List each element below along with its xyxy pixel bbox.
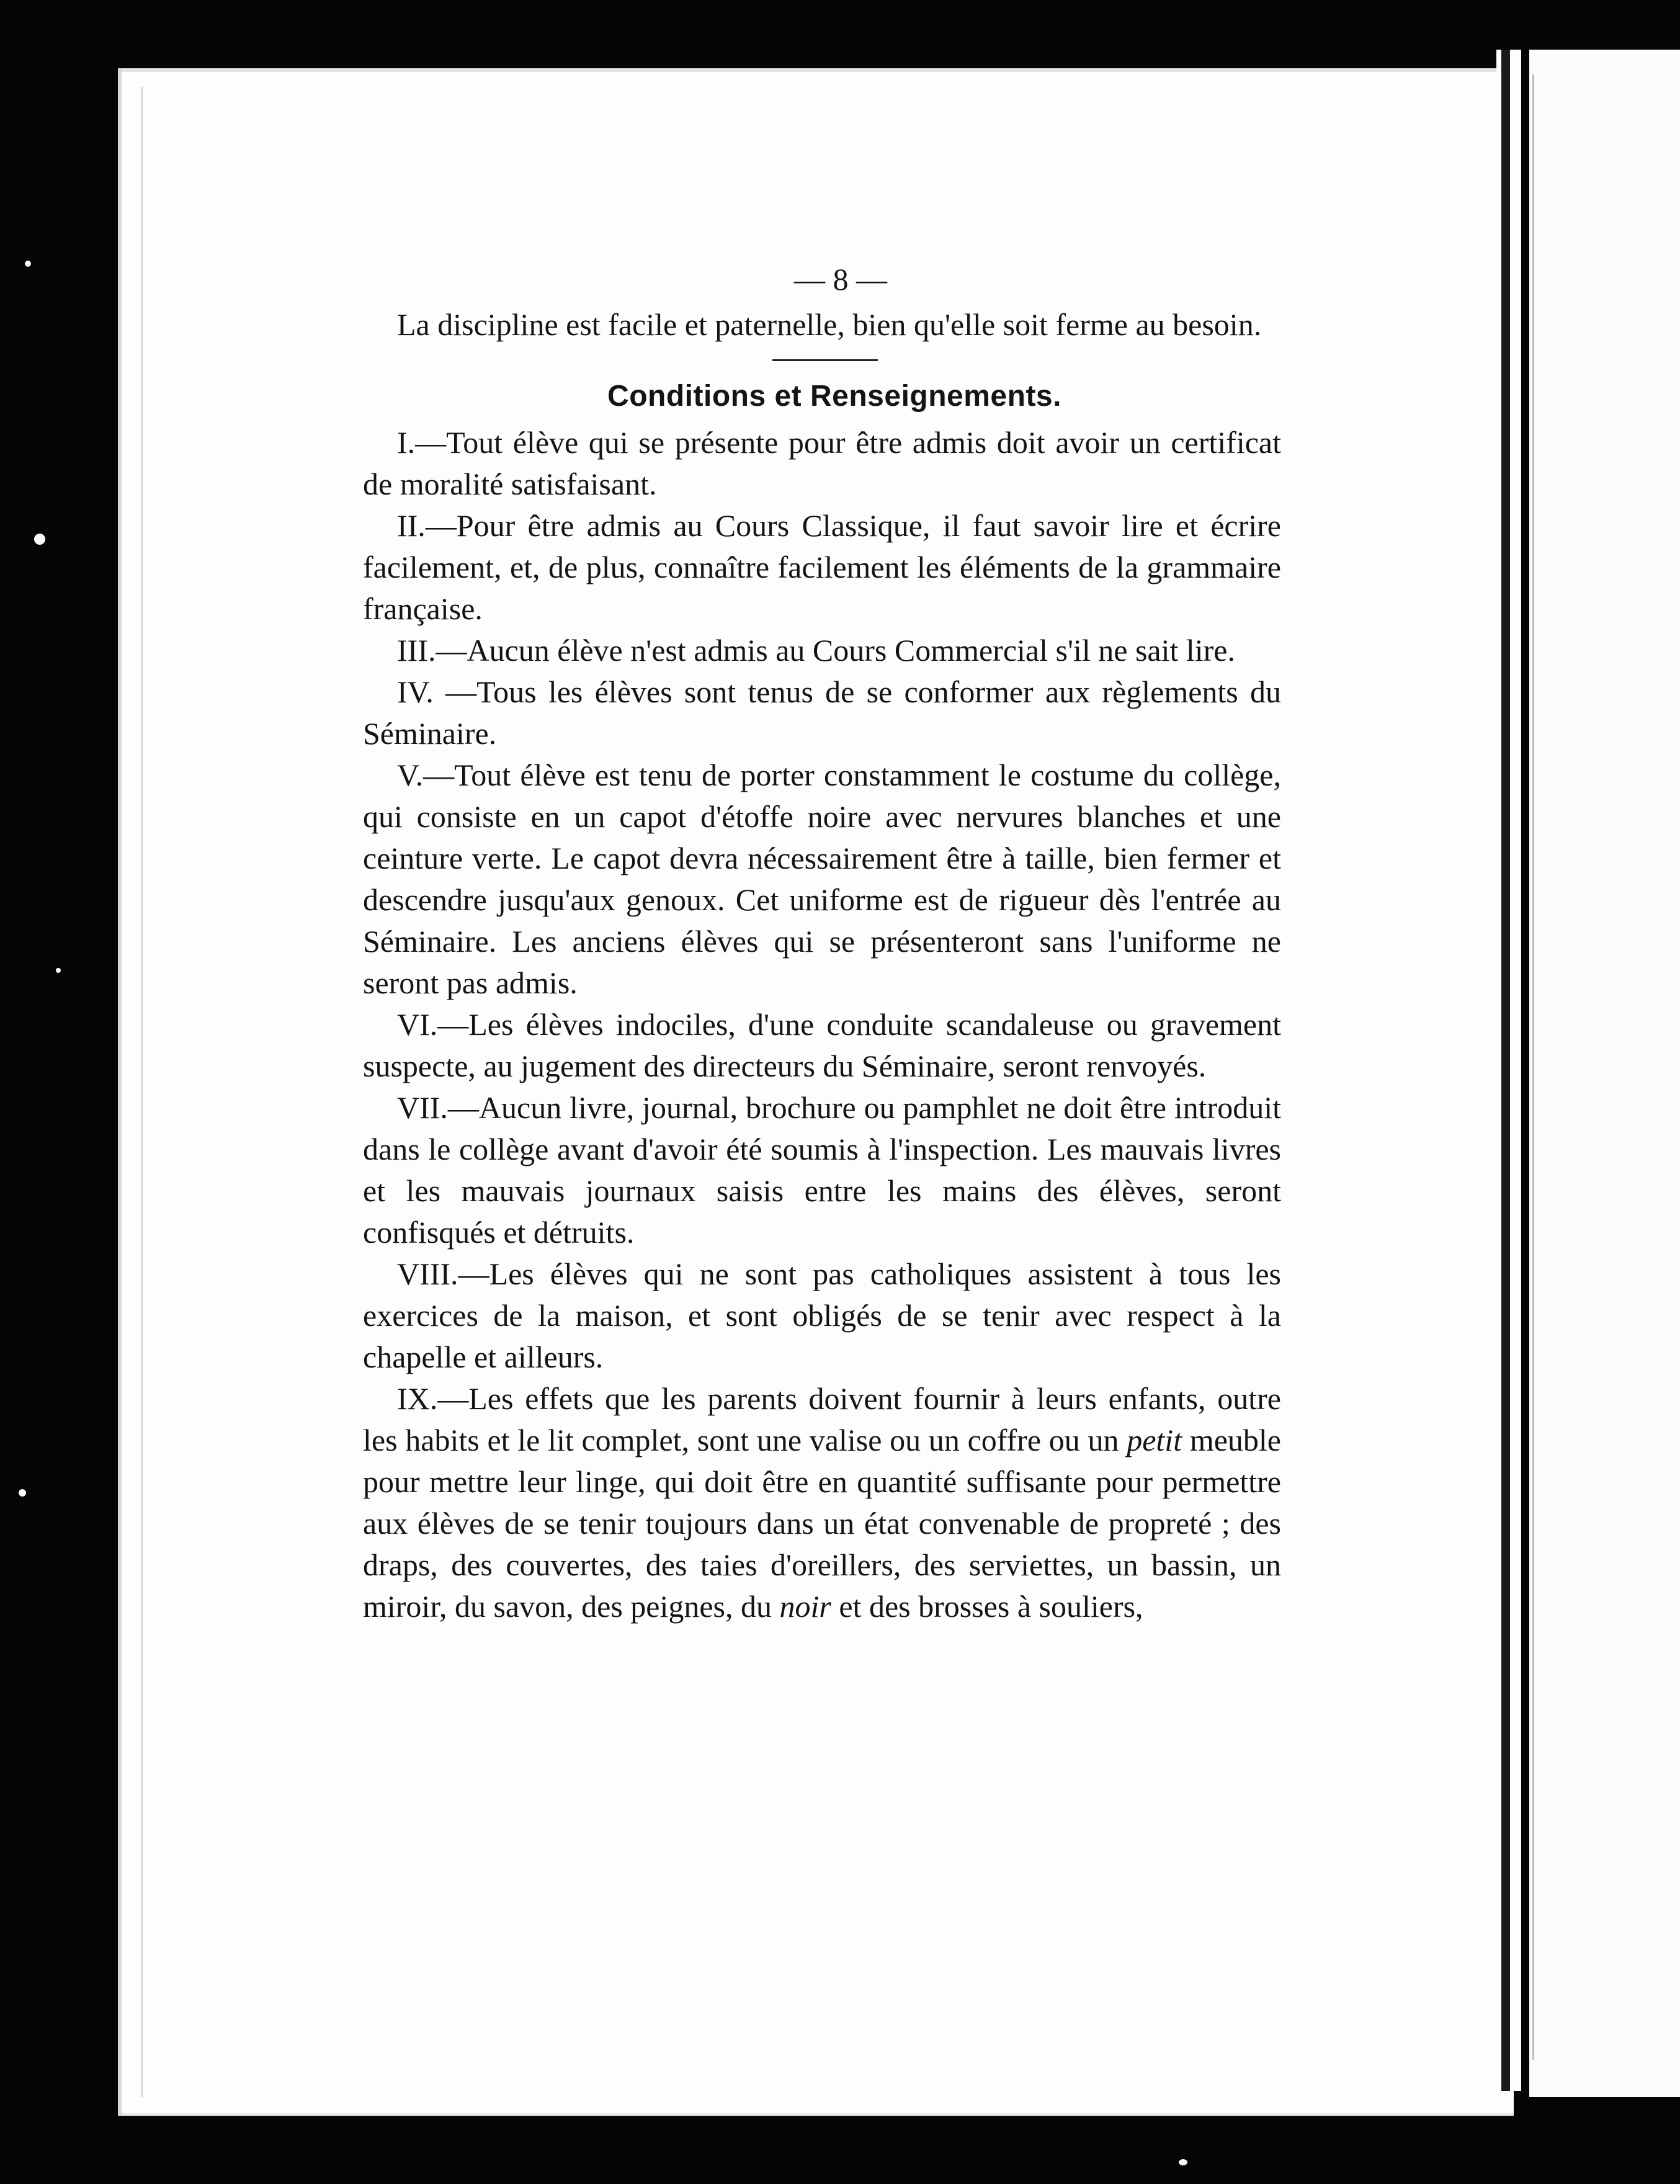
section-divider [772,359,878,361]
rule-text: —Les élèves qui ne sont pas catholiques assistent à tous les exercices de la maison, et sont obligés de se tenir avec respect à la chapelle et ailleurs. [363,1256,1281,1374]
rule-text: —Tout élève est tenu de porter constamment le costume du collège, qui consiste en un capot d'étoffe noire avec nervures blanches et une ceinture verte. Le capot devra nécessairement être à taille, bien fermer et descendre jusqu'aux genoux. Cet uniforme est de rigueur dès l'entrée au Séminaire. Les anciens élèves qui se présenteront sans l'uniforme ne seront pas admis. [363,758,1281,1000]
rule-text: —Les effets que les parents doivent fournir à leurs enfants, outre les habits et le lit complet, sont une valise ou un coffre ou un [363,1381,1281,1457]
rule-item [363,1004,1281,1087]
page-edge-line [141,87,143,2097]
rule-number: I. [397,425,416,460]
rule-text: meuble pour mettre leur linge, qui doit être en quantité suffisante pour permettre aux élèves de se tenir toujours dans un état convenable de propreté ; des draps, des couvertes, des taies d'oreillers, des serviettes, un bassin, un miroir, du savon, des peignes, du [363,1423,1281,1624]
rule-text-italic: noir [779,1589,831,1624]
intro-paragraph [363,304,1281,346]
rule-item [363,422,1281,505]
rule-text: et des brosses à souliers, [831,1589,1143,1624]
rule-number: II. [397,508,426,543]
rule-text: —Les élèves indociles, d'une conduite scandaleuse ou gravement suspecte, au jugement des directeurs du Séminaire, seront renvoyés. [363,1007,1281,1083]
intro-text: La discipline est facile et paternelle, bien qu'elle soit ferme au besoin. [397,307,1262,342]
rule-item [363,1378,1281,1627]
rule-item [363,1253,1281,1378]
rule-text: —Aucun élève n'est admis au Cours Commercial s'il ne sait lire. [436,633,1236,668]
scan-speck [56,968,61,973]
book-spine [1496,50,1521,2091]
rule-number: V. [397,758,424,792]
facing-page-edge [1532,74,1534,2060]
rule-item [363,754,1281,1004]
rule-number: VI. [397,1007,438,1042]
rule-text: —Tout élève qui se présente pour être admis doit avoir un certificat de moralité satisfaisant. [363,425,1281,501]
scan-speck [25,261,31,267]
scan-speck [1179,2159,1187,2165]
rule-text: —Pour être admis au Cours Classique, il faut savoir lire et écrire facilement, et, de plus, connaître facilement les éléments de la grammaire française. [363,508,1281,626]
section-heading: Conditions et Renseignements. [607,380,1061,413]
rule-number: VII. [397,1090,448,1125]
rule-text: —Tous les élèves sont tenus de se conformer aux règlements du Séminaire. [363,674,1281,751]
rule-number: IX. [397,1381,438,1416]
rule-item [363,1087,1281,1253]
rule-number: IV. [397,674,434,709]
rule-item [363,630,1281,671]
rule-item [363,671,1281,754]
page-number: — 8 — [794,262,887,297]
rule-text: —Aucun livre, journal, brochure ou pamphlet ne doit être introduit dans le collège avant d'avoir été soumis à l'inspection. Les mauvais livres et les mauvais journaux saisis entre les mains des élèves, seront confisqués et détruits. [363,1090,1281,1250]
rule-item [363,505,1281,630]
scan-speck [19,1489,26,1497]
rule-number: III. [397,633,436,668]
rule-number: VIII. [397,1256,458,1291]
rule-text-italic: petit [1127,1423,1182,1457]
page-content [363,254,1281,1627]
scan-speck [34,534,45,545]
facing-page [1529,50,1680,2097]
